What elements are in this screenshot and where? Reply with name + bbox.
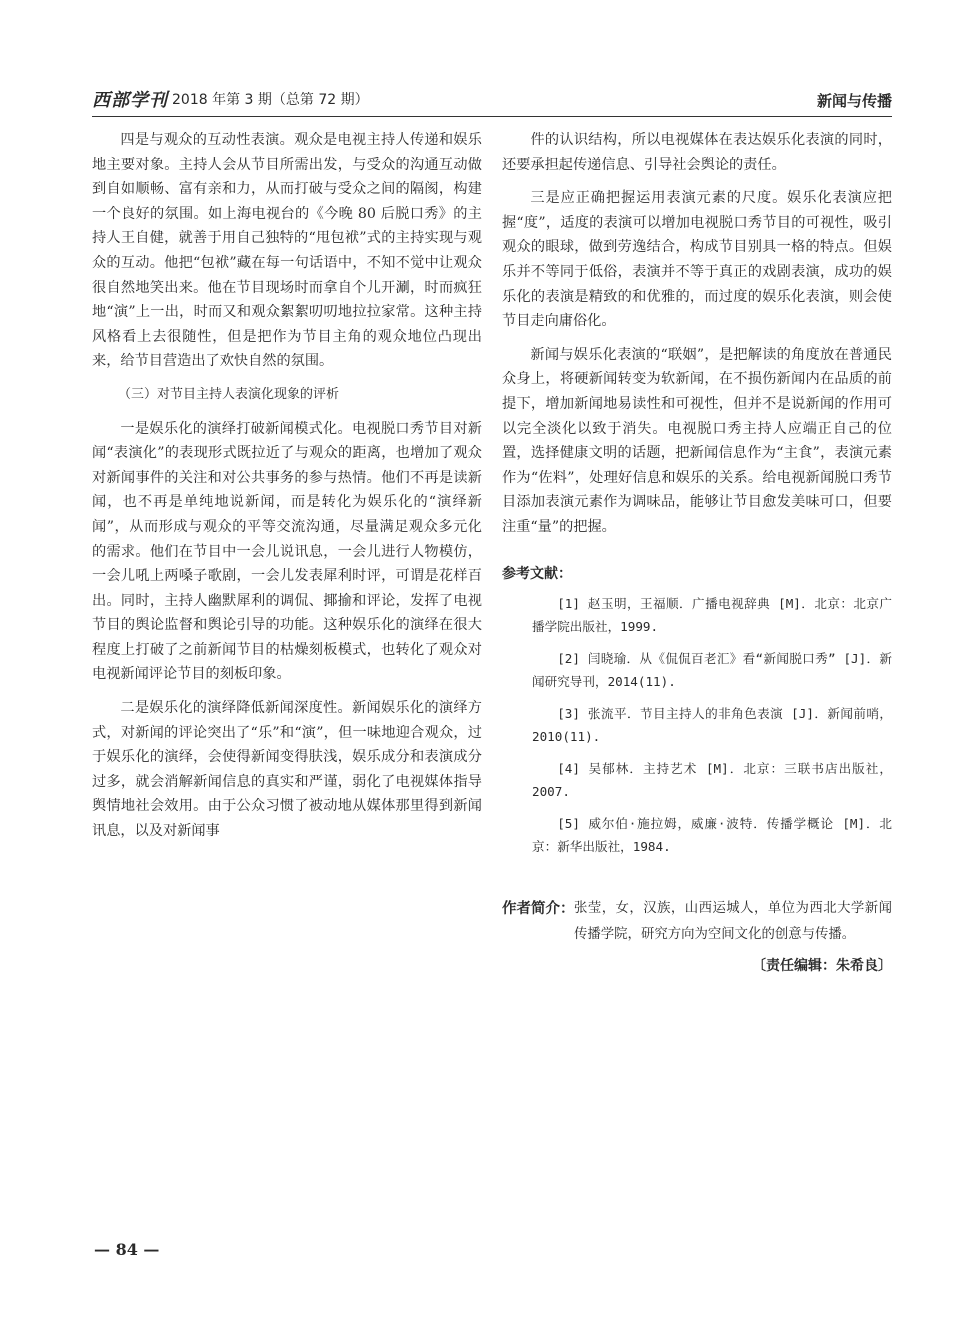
paragraph: 一是娱乐化的演绎打破新闻模式化。电视脱口秀节目对新闻“表演化”的表现形式既拉近了与观众的距离，也增加了观众对新闻事件的关注和对公共事务的参与热情。他们不再是读新闻，也不再是单纯地说新闻，而是转化为娱乐化的“演绎新闻”，从而形成与观众的平等交流沟通，尽量满足观众多元化的需求。他们在节目中一会儿说讯息，一会儿进行人物模仿，一会儿吼上两嗓子歌剧，一会儿发表犀利时评，可谓是花样百出。同时，主持人幽默犀利的调侃、揶揄和评论，发挥了电视节目的舆论监督和舆论引导的功能。这种娱乐化的演绎在很大程度上打破了之前新闻节目的枯燥刻板模式，也转化了观众对电视新闻评论节目的刻板印象。 <box>92 420 482 683</box>
paragraph: 件的认识结构，所以电视媒体在表达娱乐化表演的同时，还要承担起传递信息、引导社会舆论的责任。 <box>502 132 892 173</box>
paragraph: 三是应正确把握运用表演元素的尺度。娱乐化表演应把握“度”，适度的表演可以增加电视脱口秀节目的可视性，吸引观众的眼球，做到劳逸结合，构成节目别具一格的特点。但娱乐并不等同于低俗，表演并不等于真正的戏剧表演，成功的娱乐化的表演是精致的和优雅的，而过度的娱乐化表演，则会使节目走向庸俗化。 <box>502 190 892 330</box>
paragraph: 四是与观众的互动性表演。观众是电视主持人传递和娱乐地主要对象。主持人会从节目所需出发，与受众的沟通互动做到自如顺畅、富有亲和力，从而打破与受众之间的隔阂，构建一个良好的氛围。如上海电视台的《今晚 80 后脱口秀》的主持人王自健，就善于用自己独特的“甩包袱”式的主持实现与观众的互动。他把“包袱”藏在每一句话语中，不知不觉中让观众很自然地笑出来。他在节目现场时而拿自个儿开涮，时而疯狂地“演”上一出，时而又和观众絮絮叨叨地拉拉家常。这种主持风格看上去很随性，但是把作为节目主角的观众地位凸现出来，给节目营造出了欢快自然的氛围。 <box>92 132 482 370</box>
reference-item: [2] 闫晓瑜．从《侃侃百老汇》看“新闻脱口秀” [J]．新闻研究导刊，2014(11). <box>532 651 892 690</box>
journal-title: 西部学刊 <box>92 90 168 111</box>
right-column <box>502 128 892 979</box>
references-title: 参考文献： <box>502 565 572 582</box>
reference-item: [5] 威尔伯·施拉姆，威廉·波特．传播学概论 [M]．北京：新华出版社，1984. <box>532 816 892 855</box>
paragraph: 新闻与娱乐化表演的“联姻”，是把解读的角度放在普通民众身上，将硬新闻转变为软新闻，在不损伤新闻内在品质的前提下，增加新闻地易读性和可视性，但并不是说新闻的作用可以完全淡化以致于消失。电视脱口秀主持人应端正自己的位置，选择健康文明的话题，把新闻信息作为“主食”，表演元素作为“佐料”，处理好信息和娱乐的关系。给电视新闻脱口秀节目添加表演元素作为调味品，能够让节目愈发美味可口，但要注重“量”的把握。 <box>502 346 892 535</box>
subheading: （三）对节目主持人表演化现象的评析 <box>118 386 340 402</box>
reference-item: [1] 赵玉明，王福顺．广播电视辞典 [M]．北京：北京广播学院出版社，1999. <box>532 596 892 635</box>
page-header <box>92 84 892 114</box>
issue-info: 2018 年第 3 期（总第 72 期） <box>172 92 369 108</box>
paragraph: 二是娱乐化的演绎降低新闻深度性。新闻娱乐化的演绎方式，对新闻的评论突出了“乐”和“演”，但一味地迎合观众，过于娱乐化的演绎，会使得新闻变得肤浅，娱乐成分和表演成分过多，就会消解新闻信息的真实和严谨，弱化了电视媒体指导舆情地社会效用。由于公众习惯了被动地从媒体那里得到新闻讯息，以及对新闻事 <box>92 700 482 840</box>
left-column <box>92 128 482 853</box>
page-number: — 84 — <box>94 1240 160 1259</box>
header-rule <box>92 116 892 117</box>
author-text: 张莹，女，汉族，山西运城人，单位为西北大学新闻传播学院，研究方向为空间文化的创意与传播。 <box>574 901 892 943</box>
author-bio <box>502 896 892 948</box>
reference-item: [3] 张流平．节目主持人的非角色表演 [J]．新闻前哨，2010(11). <box>532 706 892 745</box>
reference-item: [4] 吴郁林．主持艺术 [M]．北京：三联书店出版社，2007. <box>532 761 892 800</box>
author-label: 作者简介： <box>502 901 575 918</box>
editor-note: 〔责任编辑：朱希良〕 <box>752 958 892 975</box>
section-name: 新闻与传播 <box>816 92 892 110</box>
